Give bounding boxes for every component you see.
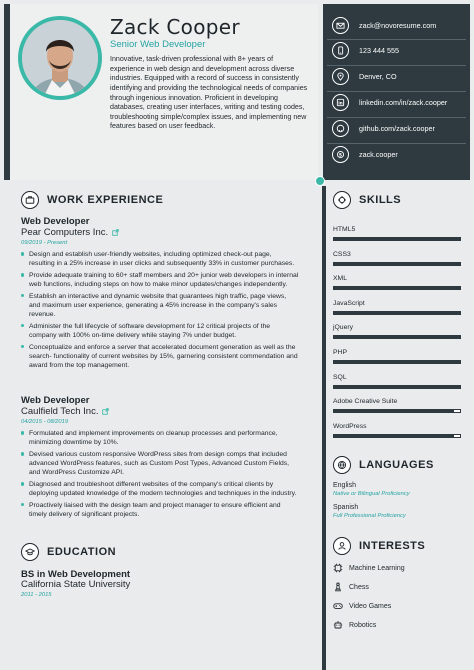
education-dates: 2011 - 2015 xyxy=(21,592,52,598)
bullet-text: Formulated and implement improvements on cleanup processes and performance, minimizing downtime by 10%. xyxy=(29,430,278,447)
interests-heading xyxy=(333,537,425,555)
contact-email-text: zack@novoresume.com xyxy=(359,21,437,30)
interest-item xyxy=(333,563,405,573)
accent-dot xyxy=(315,176,325,186)
skill-level-fill xyxy=(334,312,460,314)
email-icon xyxy=(332,17,349,34)
skill-level-bar xyxy=(333,434,461,438)
skill-label: SQL xyxy=(333,373,347,381)
machine-learning-icon xyxy=(333,563,343,573)
svg-text:S: S xyxy=(338,153,342,159)
contact-linkedin-text: linkedin.com/in/zack.cooper xyxy=(359,98,448,107)
contact-panel xyxy=(323,4,470,180)
bullet-text: Establish an interactive and dynamic website that guarantees high traffic, page views, and maximum user experience, generating a 45% increase in the company's sales revenue. xyxy=(29,292,287,318)
list-item xyxy=(21,480,299,498)
section-title: WORK EXPERIENCE xyxy=(47,194,164,206)
list-item xyxy=(21,501,299,519)
skill-level-fill xyxy=(334,287,460,289)
skill-level-bar xyxy=(333,311,461,315)
languages-heading xyxy=(333,456,434,474)
chess-icon xyxy=(333,582,343,592)
skill-label: jQuery xyxy=(333,324,354,332)
linkedin-icon xyxy=(332,94,349,111)
list-item xyxy=(21,429,299,447)
skype-icon xyxy=(332,146,349,163)
candidate-role: Senior Web Developer xyxy=(110,39,206,50)
job-achievements xyxy=(21,250,299,373)
skill-level-fill xyxy=(334,238,460,240)
section-title: EDUCATION xyxy=(47,546,117,558)
divider xyxy=(327,65,466,66)
robot-icon xyxy=(333,620,343,630)
job-achievements xyxy=(21,429,299,522)
interest-item xyxy=(333,601,391,611)
graduation-cap-icon xyxy=(21,543,39,561)
bullet-dot xyxy=(21,452,24,455)
gamepad-icon xyxy=(333,601,343,611)
contact-location xyxy=(332,68,397,85)
bullet-dot xyxy=(21,273,24,276)
skill-label: JavaScript xyxy=(333,299,365,307)
list-item xyxy=(21,343,299,370)
contact-github[interactable] xyxy=(332,120,435,137)
bullet-text: Diagnosed and troubleshoot different websites of the company's critical clients by deploying updated knowledge of the modern technologies and techniques in the industry. xyxy=(29,480,297,497)
divider xyxy=(327,39,466,40)
interest-label: Video Games xyxy=(349,602,392,610)
candidate-name: Zack Cooper xyxy=(110,15,240,39)
languages-icon xyxy=(333,456,351,474)
location-icon xyxy=(332,68,349,85)
skill-level-bar xyxy=(333,262,461,266)
skill-label: Adobe Creative Suite xyxy=(333,398,398,406)
contact-skype-text: zack.cooper xyxy=(359,150,398,159)
job-dates: 04/2015 - 08/2019 xyxy=(21,419,69,425)
skill-level-fill xyxy=(334,361,460,363)
profile-summary: Innovative, task-driven professional with 8+ years of experience in web design and development across diverse industries. Equipped with a record of success in consistently identifying and providing the technological needs of companies through ingenious innovation. Proficient in developing databases, creating user interfaces, writing and testing codes, troubleshooting simple/complex issues, and implementing new features based on user feedback. xyxy=(110,55,308,131)
language-level: Full Professional Proficiency xyxy=(333,513,406,519)
github-icon xyxy=(332,120,349,137)
bullet-dot xyxy=(21,252,24,255)
language-name: Spanish xyxy=(333,504,359,511)
skill-label: XML xyxy=(333,275,347,283)
bullet-text: Provide adequate training to 60+ staff members and 20+ junior web developers in internal web functions, including steps on how to make minor updates/changes independently. xyxy=(29,271,299,288)
divider xyxy=(327,143,466,144)
list-item xyxy=(21,271,299,289)
bullet-text: Administer the full lifecycle of software development for 12 critical projects of the company with 100% on-time delivery while staying 7% under budget. xyxy=(29,322,271,339)
language-level: Native or Bilingual Proficiency xyxy=(333,491,410,497)
skill-level-fill xyxy=(334,386,460,388)
skill-level-bar xyxy=(333,335,461,339)
skill-label: CSS3 xyxy=(333,250,351,258)
bullet-dot xyxy=(21,294,24,297)
job-dates: 09/2019 - Present xyxy=(21,240,68,246)
contact-phone[interactable] xyxy=(332,42,399,59)
job-company[interactable] xyxy=(21,227,119,238)
svg-text:in: in xyxy=(338,100,343,106)
skills-heading xyxy=(333,191,401,209)
contact-linkedin[interactable] xyxy=(332,94,447,111)
left-accent-bar xyxy=(4,4,10,180)
education-degree: BS in Web Development xyxy=(21,569,131,580)
skill-label: WordPress xyxy=(333,422,367,430)
job-title: Web Developer xyxy=(21,216,90,227)
contact-phone-text: 123 444 555 xyxy=(359,46,399,55)
contact-github-text: github.com/zack.cooper xyxy=(359,124,435,133)
right-accent-bar xyxy=(322,186,326,670)
bullet-text: Proactively liaised with the design team and project manager to ensure efficient and timely delivery of significant projects. xyxy=(29,501,281,518)
briefcase-icon xyxy=(21,191,39,209)
divider xyxy=(327,91,466,92)
interest-label: Chess xyxy=(349,583,369,591)
interests-icon xyxy=(333,537,351,555)
job-company-name: Pear Computers Inc. xyxy=(21,227,109,238)
bullet-text: Design and establish user-friendly websites, including optimized check-out page, resulting in a 25% increase in user clicks and subsequently 33% in customer purchases. xyxy=(29,251,295,268)
list-item xyxy=(21,450,299,477)
skill-level-fill xyxy=(334,435,454,437)
external-link-icon[interactable] xyxy=(112,229,119,236)
contact-email[interactable] xyxy=(332,17,436,34)
bullet-text: Devised various custom responsive WordPress sites from design comps that included advanced WordPress features, such as Custom Post Types, Advanced Custom Fields, and WordPress Customize API. xyxy=(29,450,290,477)
bullet-dot xyxy=(21,431,24,434)
section-title: SKILLS xyxy=(359,194,402,206)
bullet-dot xyxy=(21,345,24,348)
education-school: California State University xyxy=(21,579,131,590)
skill-level-fill xyxy=(334,336,460,338)
skills-icon xyxy=(333,191,351,209)
section-title: LANGUAGES xyxy=(359,459,434,471)
job-company-name: Caulfield Tech Inc. xyxy=(21,406,99,417)
skill-level-fill xyxy=(334,410,454,412)
profile-photo xyxy=(22,20,98,96)
skill-level-bar xyxy=(333,409,461,413)
skill-level-fill xyxy=(334,263,460,265)
bullet-dot xyxy=(21,324,24,327)
divider xyxy=(327,117,466,118)
phone-icon xyxy=(332,42,349,59)
job-company[interactable] xyxy=(21,406,109,417)
list-item xyxy=(21,322,299,340)
bullet-text: Conceptualize and enforce a server that accelerated document generation as well as the search- functionality of current websites by 15%, garnering consistent commendation and award from the top management. xyxy=(29,343,298,369)
interest-item xyxy=(333,582,369,592)
skill-label: HTML5 xyxy=(333,226,356,233)
language-name: English xyxy=(333,482,356,489)
interest-item xyxy=(333,620,376,630)
skill-label: PHP xyxy=(333,349,347,356)
interest-label: Robotics xyxy=(349,621,377,629)
contact-skype[interactable] xyxy=(332,146,398,163)
skill-level-bar xyxy=(333,385,461,389)
list-item xyxy=(21,292,299,319)
list-item xyxy=(21,250,299,268)
skill-level-bar xyxy=(333,286,461,290)
education-heading xyxy=(21,543,116,561)
external-link-icon[interactable] xyxy=(102,408,109,415)
bullet-dot xyxy=(21,482,24,485)
work-experience-heading xyxy=(21,191,163,209)
skill-level-bar xyxy=(333,237,461,241)
section-title: INTERESTS xyxy=(359,540,426,552)
contact-location-text: Denver, CO xyxy=(359,72,397,81)
interest-label: Machine Learning xyxy=(349,564,405,572)
skill-level-bar xyxy=(333,360,461,364)
job-title: Web Developer xyxy=(21,395,90,406)
bullet-dot xyxy=(21,503,24,506)
